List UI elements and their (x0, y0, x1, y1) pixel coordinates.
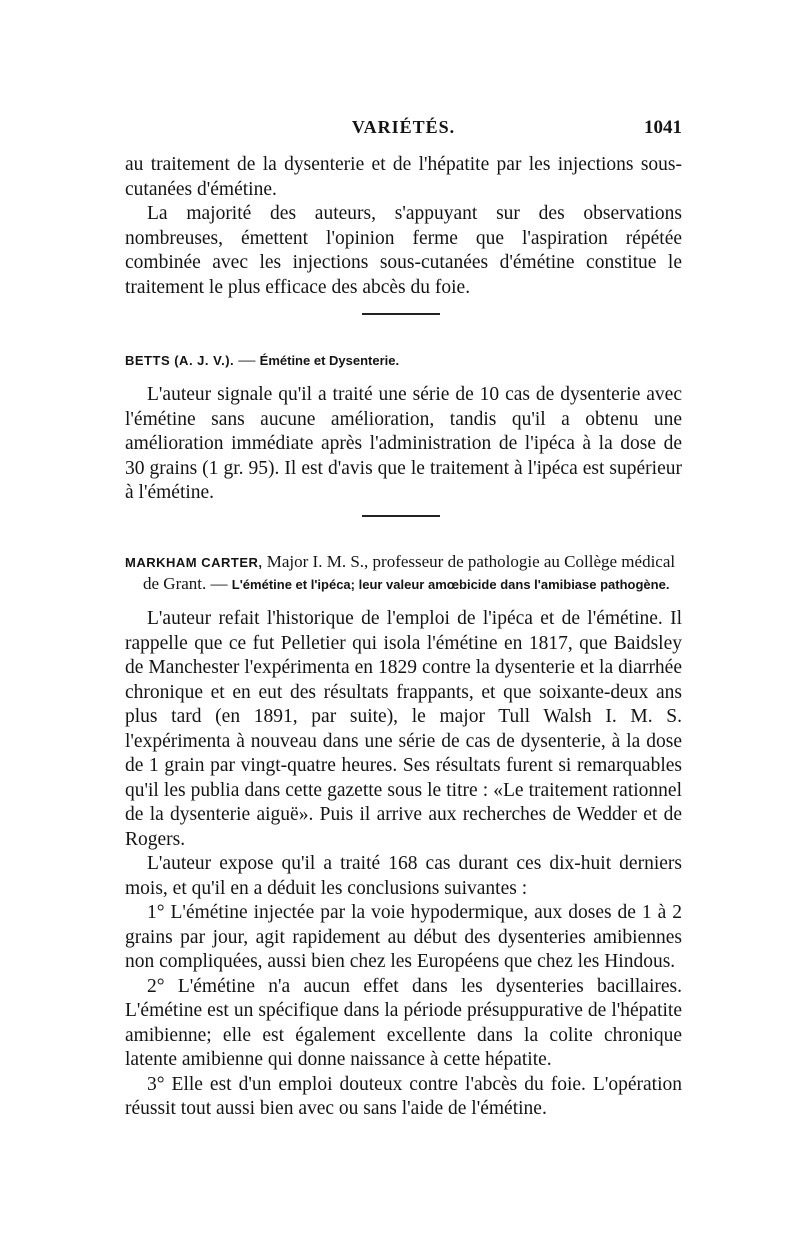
conclusion-item: 1° L'émétine injectée par la voie hypodermique, aux doses de 1 à 2 grains par jour, agit rapidement au début des dysenteries amibiennes non compliquées, aussi bien chez les Européens que chez les Hindous. (125, 902, 682, 972)
article-body: L'auteur signale qu'il a traité une série de 10 cas de dysenterie avec l'émétine sans aucune amélioration, tandis qu'il a obtenu une amélioration immédiate après l'administration de l'ipéca à la dose de 30 grains (1 gr. 95). Il est d'avis que le traitement à l'ipéca est supérieur à l'émétine. (125, 384, 682, 503)
section-divider (362, 313, 440, 315)
section-divider (362, 515, 440, 517)
conclusion-item: 2° L'émétine n'a aucun effet dans les dysenteries bacillaires. L'émétine est un spécifique dans la période présuppurative de l'hépatite amibienne; elle est également excellente dans la colite chronique latente amibienne qui donne naissance à cette hépatite. (125, 975, 682, 1070)
running-header (125, 117, 682, 147)
running-title: VARIÉTÉS. (351, 117, 456, 137)
betts-article (125, 349, 682, 506)
article-paragraph-history: L'auteur refait l'historique de l'emploi de l'ipéca et de l'émétine. Il rappelle que ce fut Pelletier qui isola l'émétine en 1817, que Baidsley de Manchester l'expérimenta en 1829 contre la dysenterie et la diarrhée chronique et en eut des résultats frappants, et que soixante-deux ans plus tard (en 1891, par suite), le major Tull Walsh I. M. S. l'expérimenta à nouveau dans une série de cas de dysenterie, à la dose de 1 grain par vingt-quatre heures. Ses résultats furent si remarquables qu'il les publia dans cette gazette sous le titre : «Le traitement rationnel de la dysenterie aiguë». Puis il arrive aux recherches de Wedder et de Rogers. (125, 608, 682, 850)
article-author: BETTS (A. J. V.). (125, 353, 235, 368)
conclusion-item: 3° Elle est d'un emploi douteux contre l'abcès du foie. L'opération réussit tout aussi bien avec ou sans l'aide de l'émétine. (125, 1073, 682, 1119)
article-title: L'émétine et l'ipéca; leur valeur amœbicide dans l'amibiase pathogène. (231, 577, 670, 592)
heading-dash: — (238, 350, 256, 369)
article-heading (125, 551, 682, 595)
intro-section (125, 153, 682, 300)
intro-paragraph-majority: La majorité des auteurs, s'appuyant sur des observations nombreuses, émettent l'opinion ferme que l'aspiration répétée combinée avec les injections sous-cutanées d'émétine constitue le traitement le plus efficace des abcès du foie. (125, 203, 682, 298)
article-author: MARKHAM CARTER, (125, 555, 263, 570)
page-number: 1041 (644, 117, 682, 138)
article-author-details: Major I. M. S., professeur de pathologie au Collège médical de Grant. — (143, 552, 676, 593)
carter-article (125, 551, 682, 1122)
article-title: Émétine et Dysenterie. (259, 353, 400, 368)
article-heading (125, 349, 682, 371)
intro-paragraph-continuation: au traitement de la dysenterie et de l'hépatite par les injections sous-cutanées d'émétine. (125, 154, 682, 200)
article-paragraph-cases: L'auteur expose qu'il a traité 168 cas durant ces dix-huit derniers mois, et qu'il en a déduit les conclusions suivantes : (125, 853, 682, 899)
